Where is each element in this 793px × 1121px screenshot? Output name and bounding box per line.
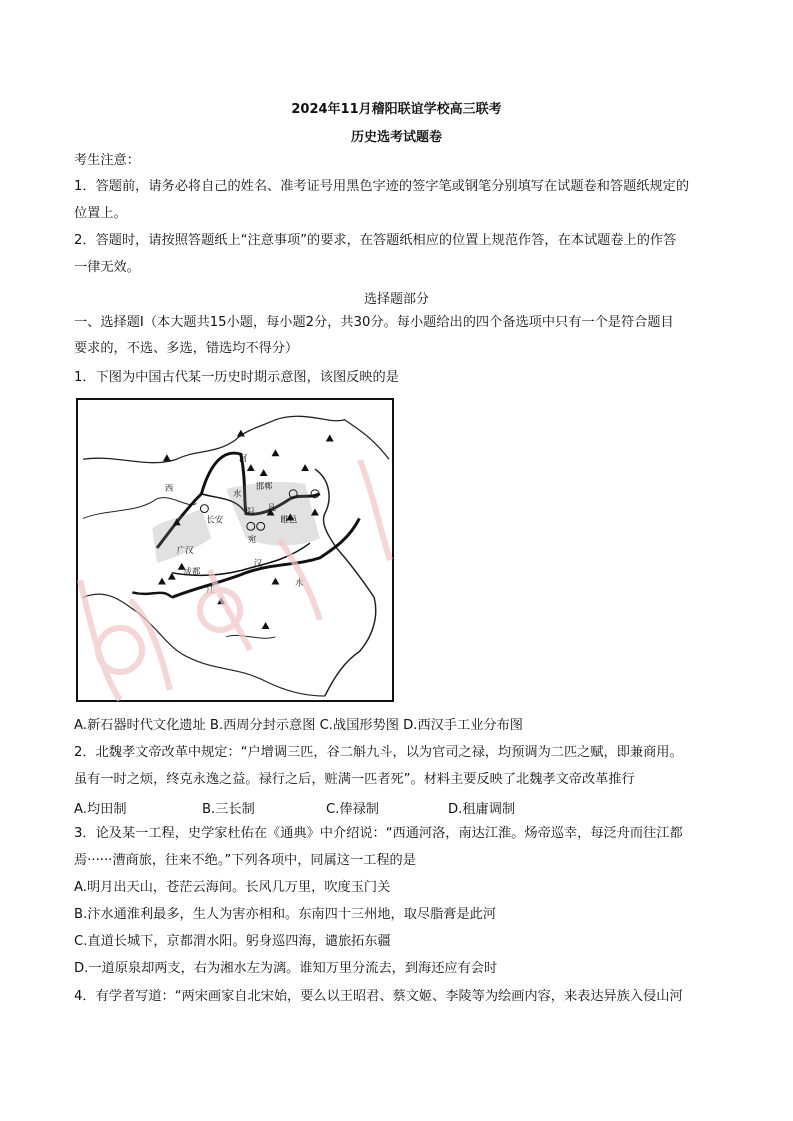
exam-subtitle: 历史选考试题卷: [350, 130, 442, 145]
map-label-chengdu: 成都: [183, 566, 201, 577]
map-label-fan: 凡: [267, 502, 276, 513]
question-2-option-d: D.租庸调制: [448, 802, 516, 817]
question-3-stem-cont: 焉······漕商旅，往来不绝。”下列各项中，同属这一工程的是: [74, 853, 416, 868]
question-2-option-b: B.三长制: [202, 802, 255, 817]
map-drawing: [78, 400, 392, 700]
question-3-option-b: B.汴水通淮利最多，生人为害亦相和。东南四十三州地，取尽脂膏是此河: [74, 907, 497, 922]
exam-title: 2024年11月稽阳联谊学校高三联考: [291, 102, 502, 117]
map-label-han: 汉: [253, 557, 263, 568]
map-label-changan: 长安: [206, 514, 224, 525]
question-1-stem: 1．下图为中国古代某一历史时期示意图，该图反映的是: [74, 370, 399, 385]
map-label-jiang: 江: [206, 584, 215, 595]
map-label-xi: 西: [164, 482, 174, 493]
notice-item-2: 2．答题时，请按照答题纸上“注意事项”的要求，在答题纸相应的位置上规范作答，在本试题卷上的作答: [74, 233, 677, 248]
map-label-shui: 水: [233, 488, 242, 499]
question-3-stem: 3．论及某一工程，史学家杜佑在《通典》中介绍说：“西通河洛，南达江淮。炀帝巡幸，每泛舟而往江都: [74, 826, 683, 841]
question-3-option-c: C.直道长城下，京都渭水阳。躬身巡四海，谴旅拓东疆: [74, 934, 391, 949]
map-label-handan: 邯郸: [255, 480, 273, 491]
section-title: 选择题部分: [363, 292, 429, 307]
question-1-options: A.新石器时代文化遗址 B.西周分封示意图 C.战国形势图 D.西汉手工业分布图: [74, 718, 523, 733]
map-label-suiyi: 睢邑: [280, 514, 298, 525]
question-2-stem: 2．北魏孝文帝改革中规定：“户增调三匹，谷二斛九斗，以为官司之禄，均预调为二匹之赋，即兼商用。: [74, 745, 683, 760]
notice-heading: 考生注意：: [74, 153, 140, 168]
map-label-he: 河: [238, 453, 248, 464]
notice-item-2-cont: 一律无效。: [74, 260, 140, 275]
section-instructions: 一、选择题Ⅰ（本大题共15小题，每小题2分，共30分。每小题给出的四个备选项中只有一个是符合题目: [74, 315, 674, 330]
question-2-option-a: A.均田制: [74, 802, 127, 817]
question-3-option-a: A.明月出天山，苍茫云海间。长风几万里，吹度玉门关: [74, 880, 391, 895]
map-label-guanghan: 广汉: [176, 544, 194, 555]
question-4-stem: 4．有学者写道：“两宋画家自北宋始，要么以王昭君、蔡文姬、李陵等为绘画内容，来表达异族入侵山河: [74, 989, 683, 1004]
section-instructions-cont: 要求的，不选、多选，错选均不得分）: [74, 341, 299, 356]
map-label-luoyang: 阳: [245, 506, 255, 517]
question-2-stem-cont: 虽有一时之烦，终克永逸之益。禄行之后，赃满一匹者死”。材料主要反映了北魏孝文帝改革推行: [74, 772, 635, 787]
map-label-shui-2: 水: [295, 577, 304, 588]
map-label-wan: 宛: [247, 534, 257, 545]
question-3-option-d: D.一道原泉却两支，右为湘水左为漓。谁知万里分流去，到海还应有会时: [74, 961, 498, 976]
notice-item-1: 1．答题前，请务必将自己的姓名、准考证号用黑色字迹的签字笔或钢笔分别填写在试题卷和答题纸规定的: [74, 179, 690, 194]
historical-map: [76, 398, 394, 702]
notice-item-1-cont: 位置上。: [74, 206, 127, 221]
question-2-option-c: C.俸禄制: [326, 802, 379, 817]
